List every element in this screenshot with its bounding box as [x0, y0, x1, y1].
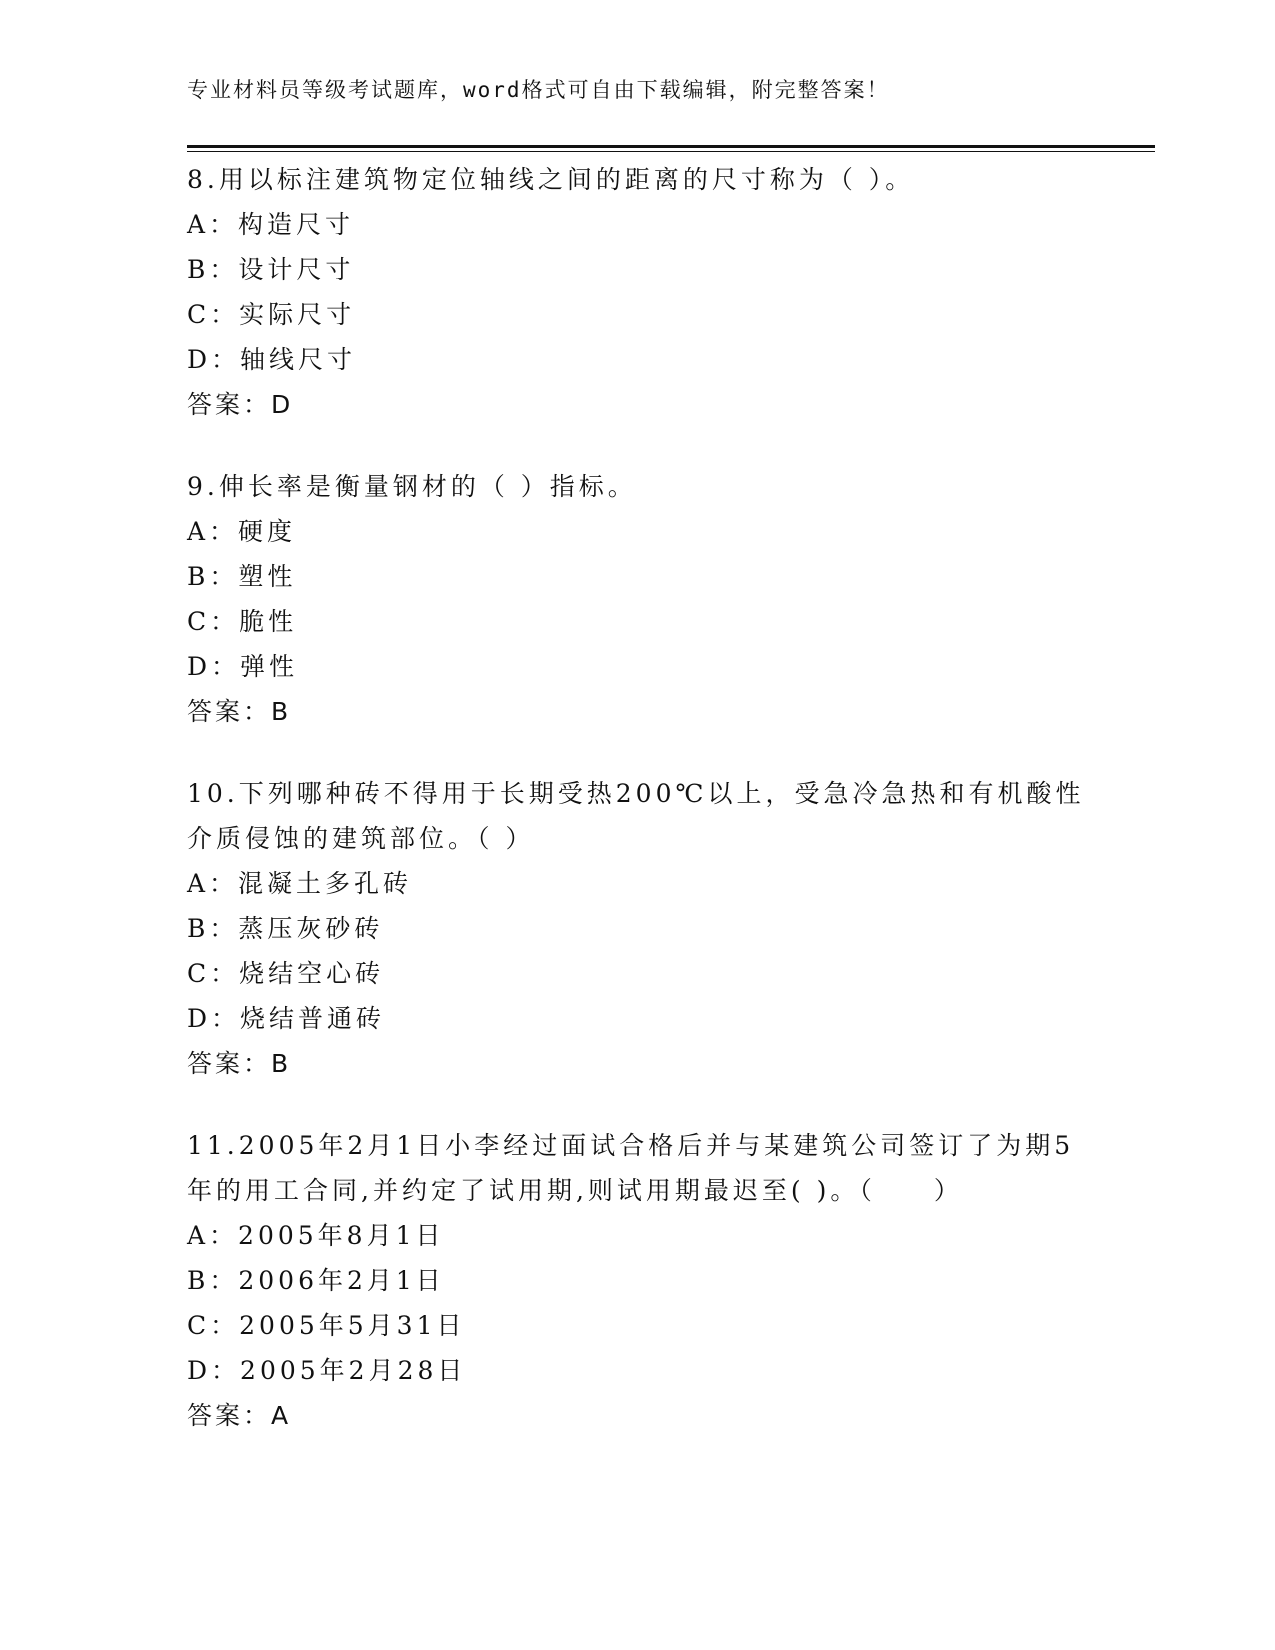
- option-d: D：弹性: [187, 652, 299, 681]
- option-d: D：2005年2月28日: [187, 1356, 467, 1385]
- header-divider-thin: [187, 151, 1155, 152]
- answer-line: 答案：B: [187, 1049, 292, 1078]
- question-10: [187, 771, 1087, 1086]
- option-b: B：设计尺寸: [187, 255, 355, 284]
- header-divider-thick: [187, 145, 1155, 148]
- question-stem: 11.2005年2月1日小李经过面试合格后并与某建筑公司签订了为期5年的用工合同,并约定了试用期,则试用期最迟至( )。（ ）: [187, 1131, 1075, 1205]
- option-b: B：2006年2月1日: [187, 1266, 445, 1295]
- option-a: A：构造尺寸: [187, 210, 355, 239]
- option-b: B：塑性: [187, 562, 297, 591]
- answer-line: 答案：D: [187, 390, 294, 419]
- question-11: [187, 1123, 1087, 1438]
- option-c: C：2005年5月31日: [187, 1311, 466, 1340]
- question-stem: 10.下列哪种砖不得用于长期受热200℃以上，受急冷急热和有机酸性介质侵蚀的建筑部位。（ ）: [187, 779, 1085, 853]
- question-9: [187, 464, 1087, 734]
- option-b: B：蒸压灰砂砖: [187, 914, 384, 943]
- question-stem: 9.伸长率是衡量钢材的（ ）指标。: [187, 472, 637, 501]
- option-c: C：实际尺寸: [187, 300, 356, 329]
- question-8: [187, 157, 1087, 427]
- option-c: C：脆性: [187, 607, 298, 636]
- option-d: D：烧结普通砖: [187, 1004, 386, 1033]
- answer-line: 答案：A: [187, 1401, 292, 1430]
- answer-line: 答案：B: [187, 697, 292, 726]
- option-d: D：轴线尺寸: [187, 345, 357, 374]
- option-a: A：混凝土多孔砖: [187, 869, 413, 898]
- option-a: A：2005年8月1日: [187, 1221, 445, 1250]
- page-header-text: 专业材料员等级考试题库，word格式可自由下载编辑，附完整答案！: [187, 78, 890, 102]
- question-list: [187, 157, 1087, 1475]
- question-stem: 8.用以标注建筑物定位轴线之间的距离的尺寸称为（ ）。: [187, 165, 915, 194]
- option-c: C：烧结空心砖: [187, 959, 385, 988]
- option-a: A：硬度: [187, 517, 297, 546]
